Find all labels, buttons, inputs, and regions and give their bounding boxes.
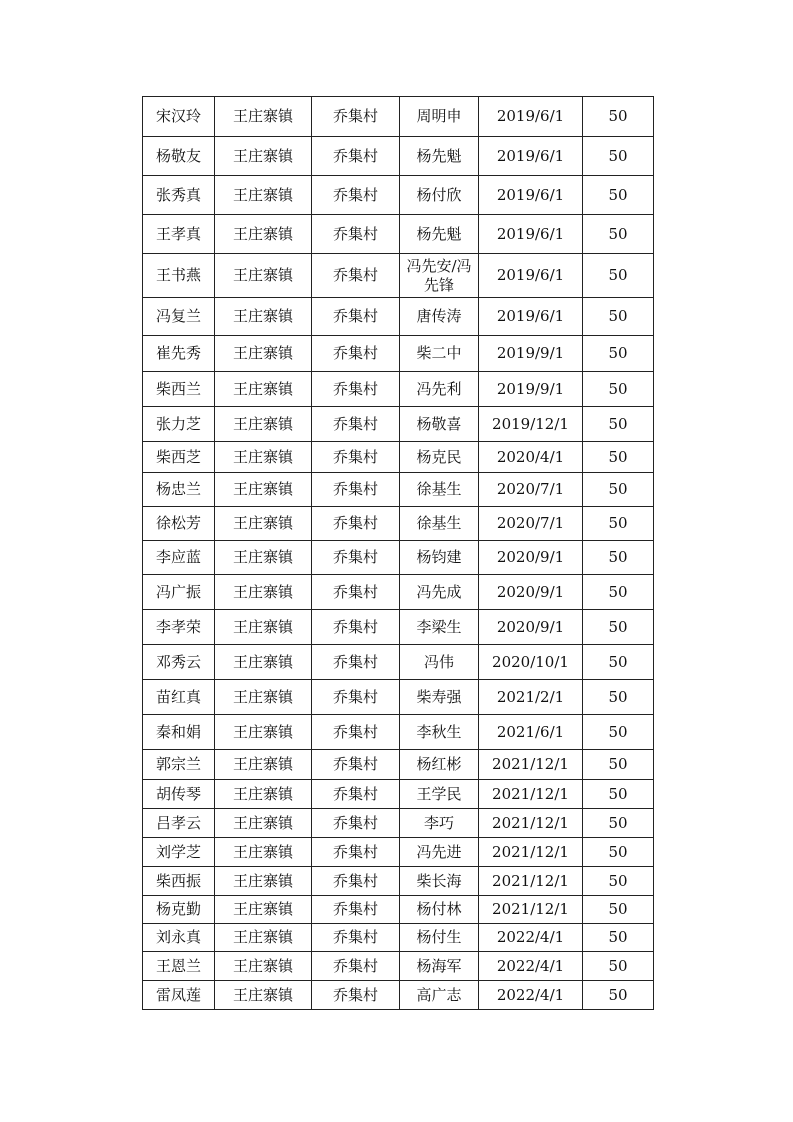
- amount-cell: 50: [583, 610, 654, 645]
- table-row: [143, 896, 654, 924]
- amount-cell: 50: [583, 575, 654, 610]
- village-cell: 乔集村: [312, 750, 400, 780]
- table-row: [143, 254, 654, 298]
- person-name-cell: 李孝荣: [143, 610, 215, 645]
- guardian-name-cell: 杨海军: [400, 952, 479, 981]
- person-name-cell: 宋汉玲: [143, 97, 215, 137]
- start-date-cell: 2019/12/1: [479, 407, 583, 442]
- guardian-name-cell: 柴寿强: [400, 680, 479, 715]
- person-name-cell: 张力芝: [143, 407, 215, 442]
- table-row: [143, 473, 654, 507]
- amount-cell: 50: [583, 952, 654, 981]
- start-date-cell: 2020/7/1: [479, 507, 583, 541]
- table-row: [143, 809, 654, 838]
- start-date-cell: 2022/4/1: [479, 952, 583, 981]
- table-row: [143, 867, 654, 896]
- start-date-cell: 2021/6/1: [479, 715, 583, 750]
- guardian-name-cell: 徐基生: [400, 473, 479, 507]
- start-date-cell: 2020/9/1: [479, 541, 583, 575]
- guardian-name-cell: 杨红彬: [400, 750, 479, 780]
- guardian-name-cell: 王学民: [400, 780, 479, 809]
- guardian-name-cell: 冯先安/冯先锋: [400, 254, 479, 298]
- village-cell: 乔集村: [312, 541, 400, 575]
- village-cell: 乔集村: [312, 507, 400, 541]
- person-name-cell: 徐松芳: [143, 507, 215, 541]
- start-date-cell: 2021/12/1: [479, 838, 583, 867]
- person-name-cell: 柴西振: [143, 867, 215, 896]
- start-date-cell: 2019/6/1: [479, 97, 583, 137]
- table-row: [143, 924, 654, 952]
- person-name-cell: 邓秀云: [143, 645, 215, 680]
- person-name-cell: 李应蓝: [143, 541, 215, 575]
- amount-cell: 50: [583, 176, 654, 215]
- guardian-name-cell: 徐基生: [400, 507, 479, 541]
- town-cell: 王庄寨镇: [215, 981, 312, 1010]
- person-name-cell: 刘学芝: [143, 838, 215, 867]
- village-cell: 乔集村: [312, 442, 400, 473]
- person-name-cell: 冯复兰: [143, 298, 215, 336]
- amount-cell: 50: [583, 680, 654, 715]
- guardian-name-cell: 柴二中: [400, 336, 479, 372]
- town-cell: 王庄寨镇: [215, 645, 312, 680]
- village-cell: 乔集村: [312, 780, 400, 809]
- start-date-cell: 2021/12/1: [479, 867, 583, 896]
- table-row: [143, 176, 654, 215]
- amount-cell: 50: [583, 809, 654, 838]
- guardian-name-cell: 冯先利: [400, 372, 479, 407]
- table-row: [143, 541, 654, 575]
- guardian-name-cell: 高广志: [400, 981, 479, 1010]
- village-cell: 乔集村: [312, 680, 400, 715]
- village-cell: 乔集村: [312, 298, 400, 336]
- table-row: [143, 336, 654, 372]
- amount-cell: 50: [583, 507, 654, 541]
- person-name-cell: 王孝真: [143, 215, 215, 254]
- amount-cell: 50: [583, 298, 654, 336]
- person-name-cell: 杨克勤: [143, 896, 215, 924]
- guardian-name-cell: 杨先魁: [400, 215, 479, 254]
- town-cell: 王庄寨镇: [215, 336, 312, 372]
- town-cell: 王庄寨镇: [215, 838, 312, 867]
- town-cell: 王庄寨镇: [215, 298, 312, 336]
- village-cell: 乔集村: [312, 137, 400, 176]
- person-name-cell: 刘永真: [143, 924, 215, 952]
- start-date-cell: 2020/10/1: [479, 645, 583, 680]
- guardian-name-cell: 柴长海: [400, 867, 479, 896]
- amount-cell: 50: [583, 336, 654, 372]
- town-cell: 王庄寨镇: [215, 924, 312, 952]
- table-row: [143, 645, 654, 680]
- guardian-name-cell: 李梁生: [400, 610, 479, 645]
- town-cell: 王庄寨镇: [215, 809, 312, 838]
- amount-cell: 50: [583, 442, 654, 473]
- town-cell: 王庄寨镇: [215, 254, 312, 298]
- amount-cell: 50: [583, 645, 654, 680]
- town-cell: 王庄寨镇: [215, 750, 312, 780]
- village-cell: 乔集村: [312, 981, 400, 1010]
- town-cell: 王庄寨镇: [215, 137, 312, 176]
- village-cell: 乔集村: [312, 215, 400, 254]
- village-cell: 乔集村: [312, 924, 400, 952]
- amount-cell: 50: [583, 750, 654, 780]
- village-cell: 乔集村: [312, 407, 400, 442]
- amount-cell: 50: [583, 896, 654, 924]
- table-row: [143, 610, 654, 645]
- guardian-name-cell: 唐传涛: [400, 298, 479, 336]
- town-cell: 王庄寨镇: [215, 407, 312, 442]
- table-row: [143, 750, 654, 780]
- town-cell: 王庄寨镇: [215, 215, 312, 254]
- village-cell: 乔集村: [312, 896, 400, 924]
- guardian-name-cell: 杨克民: [400, 442, 479, 473]
- table-row: [143, 507, 654, 541]
- person-name-cell: 郭宗兰: [143, 750, 215, 780]
- start-date-cell: 2020/4/1: [479, 442, 583, 473]
- person-name-cell: 苗红真: [143, 680, 215, 715]
- amount-cell: 50: [583, 254, 654, 298]
- village-cell: 乔集村: [312, 372, 400, 407]
- village-cell: 乔集村: [312, 97, 400, 137]
- village-cell: 乔集村: [312, 610, 400, 645]
- amount-cell: 50: [583, 715, 654, 750]
- person-name-cell: 柴西芝: [143, 442, 215, 473]
- town-cell: 王庄寨镇: [215, 176, 312, 215]
- table-row: [143, 97, 654, 137]
- town-cell: 王庄寨镇: [215, 473, 312, 507]
- start-date-cell: 2019/9/1: [479, 336, 583, 372]
- town-cell: 王庄寨镇: [215, 780, 312, 809]
- start-date-cell: 2019/6/1: [479, 215, 583, 254]
- town-cell: 王庄寨镇: [215, 442, 312, 473]
- person-name-cell: 冯广振: [143, 575, 215, 610]
- town-cell: 王庄寨镇: [215, 952, 312, 981]
- town-cell: 王庄寨镇: [215, 896, 312, 924]
- town-cell: 王庄寨镇: [215, 575, 312, 610]
- start-date-cell: 2021/12/1: [479, 809, 583, 838]
- town-cell: 王庄寨镇: [215, 541, 312, 575]
- start-date-cell: 2020/9/1: [479, 610, 583, 645]
- start-date-cell: 2021/12/1: [479, 750, 583, 780]
- table-row: [143, 215, 654, 254]
- amount-cell: 50: [583, 924, 654, 952]
- village-cell: 乔集村: [312, 254, 400, 298]
- table-row: [143, 442, 654, 473]
- table-row: [143, 575, 654, 610]
- guardian-name-cell: 李秋生: [400, 715, 479, 750]
- guardian-name-cell: 冯先成: [400, 575, 479, 610]
- start-date-cell: 2019/6/1: [479, 254, 583, 298]
- person-name-cell: 胡传琴: [143, 780, 215, 809]
- town-cell: 王庄寨镇: [215, 680, 312, 715]
- amount-cell: 50: [583, 407, 654, 442]
- table-row: [143, 372, 654, 407]
- person-name-cell: 崔先秀: [143, 336, 215, 372]
- person-name-cell: 柴西兰: [143, 372, 215, 407]
- person-name-cell: 吕孝云: [143, 809, 215, 838]
- person-name-cell: 雷凤莲: [143, 981, 215, 1010]
- person-name-cell: 王书燕: [143, 254, 215, 298]
- guardian-name-cell: 周明申: [400, 97, 479, 137]
- table-row: [143, 981, 654, 1010]
- start-date-cell: 2022/4/1: [479, 981, 583, 1010]
- start-date-cell: 2019/9/1: [479, 372, 583, 407]
- town-cell: 王庄寨镇: [215, 507, 312, 541]
- village-cell: 乔集村: [312, 575, 400, 610]
- guardian-name-cell: 杨付生: [400, 924, 479, 952]
- table-row: [143, 298, 654, 336]
- guardian-name-cell: 杨付欣: [400, 176, 479, 215]
- amount-cell: 50: [583, 137, 654, 176]
- table-row: [143, 780, 654, 809]
- table-row: [143, 952, 654, 981]
- amount-cell: 50: [583, 97, 654, 137]
- guardian-name-cell: 李巧: [400, 809, 479, 838]
- guardian-name-cell: 杨先魁: [400, 137, 479, 176]
- start-date-cell: 2019/6/1: [479, 176, 583, 215]
- guardian-name-cell: 杨付林: [400, 896, 479, 924]
- guardian-name-cell: 杨敬喜: [400, 407, 479, 442]
- guardian-name-cell: 冯伟: [400, 645, 479, 680]
- amount-cell: 50: [583, 867, 654, 896]
- table-row: [143, 680, 654, 715]
- amount-cell: 50: [583, 215, 654, 254]
- start-date-cell: 2020/9/1: [479, 575, 583, 610]
- person-name-cell: 王恩兰: [143, 952, 215, 981]
- table-row: [143, 407, 654, 442]
- town-cell: 王庄寨镇: [215, 372, 312, 407]
- start-date-cell: 2021/12/1: [479, 780, 583, 809]
- village-cell: 乔集村: [312, 336, 400, 372]
- village-cell: 乔集村: [312, 715, 400, 750]
- guardian-name-cell: 杨钧建: [400, 541, 479, 575]
- start-date-cell: 2020/7/1: [479, 473, 583, 507]
- village-cell: 乔集村: [312, 838, 400, 867]
- village-cell: 乔集村: [312, 867, 400, 896]
- amount-cell: 50: [583, 780, 654, 809]
- table-row: [143, 137, 654, 176]
- village-cell: 乔集村: [312, 645, 400, 680]
- table-body: [143, 97, 654, 1010]
- village-cell: 乔集村: [312, 473, 400, 507]
- allowance-table: [142, 96, 654, 1010]
- guardian-name-cell: 冯先进: [400, 838, 479, 867]
- town-cell: 王庄寨镇: [215, 715, 312, 750]
- start-date-cell: 2021/2/1: [479, 680, 583, 715]
- town-cell: 王庄寨镇: [215, 610, 312, 645]
- person-name-cell: 秦和娟: [143, 715, 215, 750]
- start-date-cell: 2019/6/1: [479, 137, 583, 176]
- village-cell: 乔集村: [312, 952, 400, 981]
- amount-cell: 50: [583, 372, 654, 407]
- table-row: [143, 838, 654, 867]
- village-cell: 乔集村: [312, 809, 400, 838]
- town-cell: 王庄寨镇: [215, 867, 312, 896]
- start-date-cell: 2021/12/1: [479, 896, 583, 924]
- start-date-cell: 2019/6/1: [479, 298, 583, 336]
- amount-cell: 50: [583, 541, 654, 575]
- amount-cell: 50: [583, 981, 654, 1010]
- table-row: [143, 715, 654, 750]
- village-cell: 乔集村: [312, 176, 400, 215]
- person-name-cell: 杨敬友: [143, 137, 215, 176]
- start-date-cell: 2022/4/1: [479, 924, 583, 952]
- town-cell: 王庄寨镇: [215, 97, 312, 137]
- person-name-cell: 张秀真: [143, 176, 215, 215]
- amount-cell: 50: [583, 473, 654, 507]
- person-name-cell: 杨忠兰: [143, 473, 215, 507]
- amount-cell: 50: [583, 838, 654, 867]
